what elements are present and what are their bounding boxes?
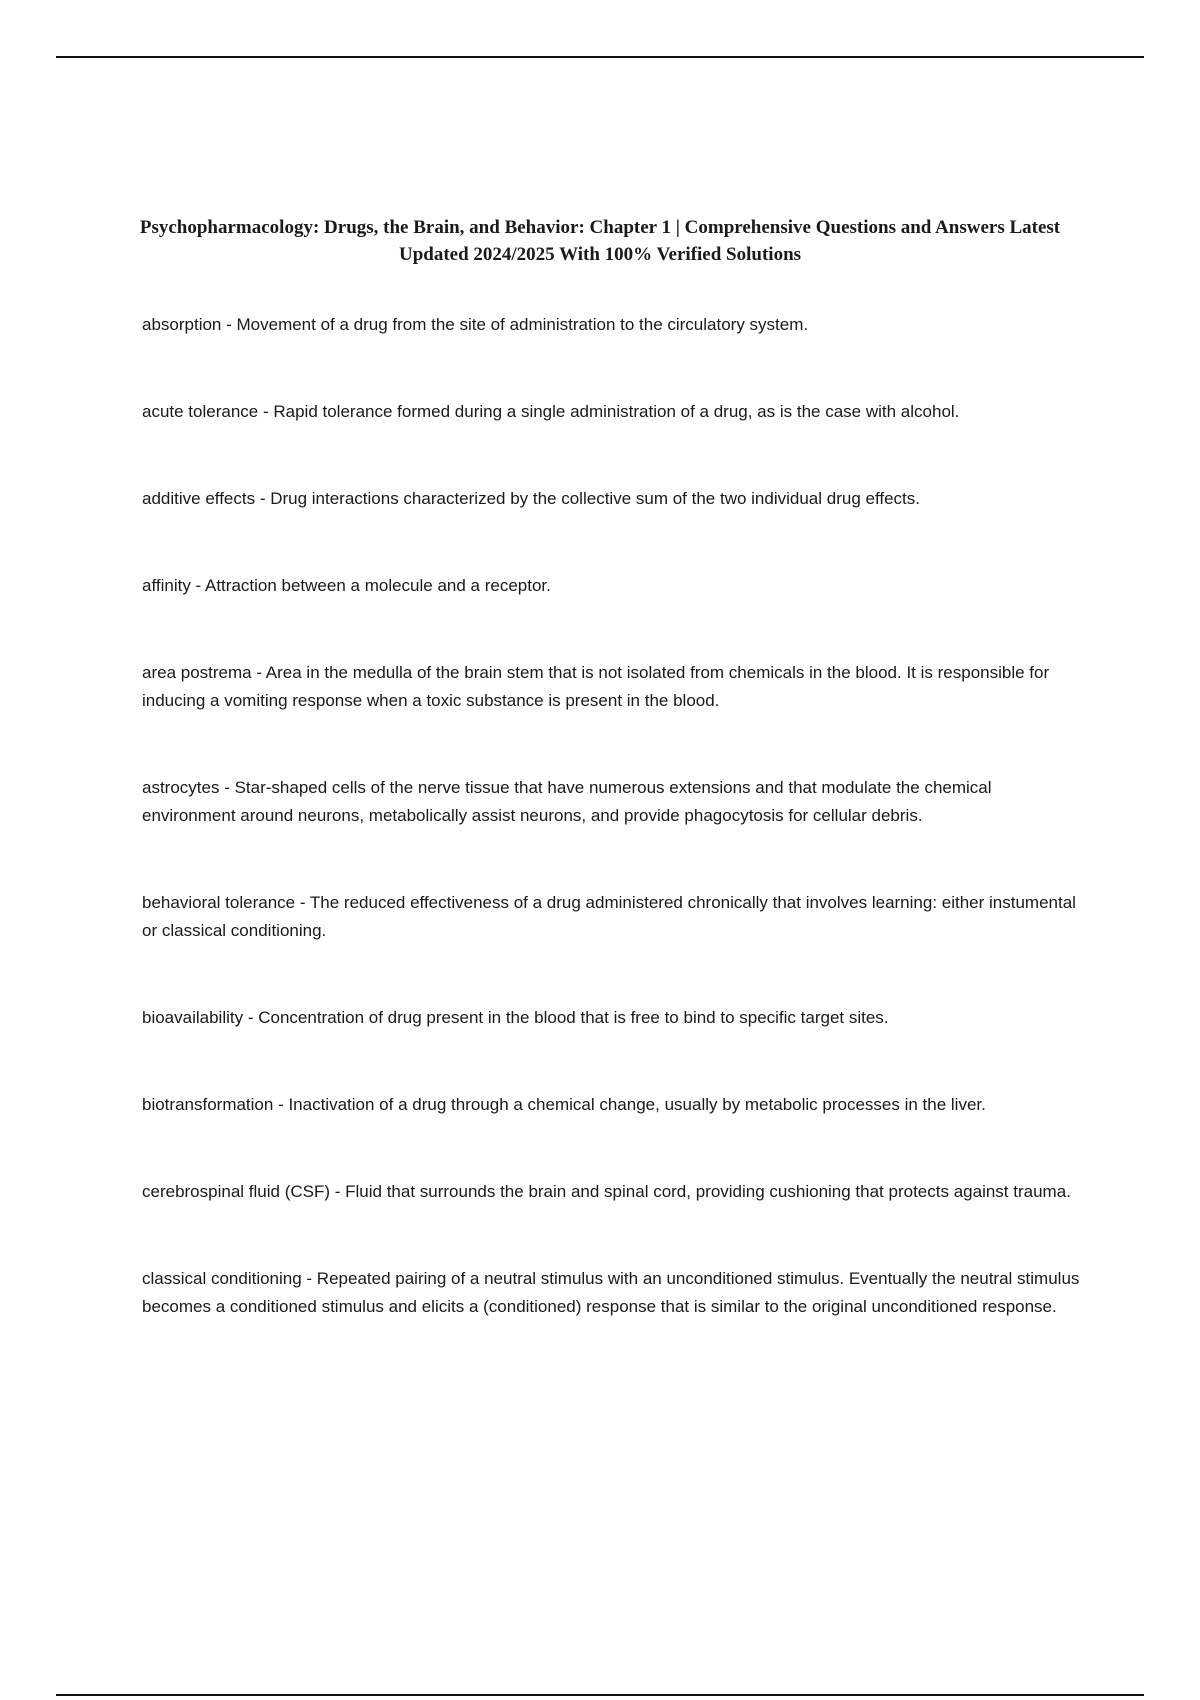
glossary-entry-affinity: affinity - Attraction between a molecule and a receptor.: [142, 576, 551, 595]
document-title: Psychopharmacology: Drugs, the Brain, and Behavior: Chapter 1 | Comprehensive Questions and Answers Latest Updated 2024/2025 With 100% Verified Solutions: [139, 217, 1061, 265]
glossary-entry-bioavailability: bioavailability - Concentration of drug present in the blood that is free to bind to specific target sites.: [142, 1008, 889, 1027]
glossary-entry-area-postrema: area postrema - Area in the medulla of the brain stem that is not isolated from chemicals in the blood. It is responsible for inducing a vomiting response when a toxic substance is present in the blood.: [142, 663, 1050, 710]
top-divider: [56, 56, 1144, 58]
glossary-entry-additive-effects: additive effects - Drug interactions characterized by the collective sum of the two individual drug effects.: [142, 489, 920, 508]
glossary-entry-acute-tolerance: acute tolerance - Rapid tolerance formed during a single administration of a drug, as is the case with alcohol.: [142, 402, 960, 421]
glossary-entry-cerebrospinal-fluid: cerebrospinal fluid (CSF) - Fluid that surrounds the brain and spinal cord, providing cushioning that protects against trauma.: [142, 1182, 1071, 1201]
glossary-entry-biotransformation: biotransformation - Inactivation of a drug through a chemical change, usually by metabolic processes in the liver.: [142, 1095, 986, 1114]
glossary-list: [142, 311, 1082, 1380]
bottom-divider: [56, 1694, 1144, 1696]
glossary-entry-absorption: absorption - Movement of a drug from the site of administration to the circulatory system.: [142, 315, 809, 334]
glossary-entry-classical-conditioning: classical conditioning - Repeated pairing of a neutral stimulus with an unconditioned stimulus. Eventually the neutral stimulus becomes a conditioned stimulus and elicits a (conditioned) response that is similar to the original unconditioned response.: [142, 1269, 1080, 1316]
glossary-entry-behavioral-tolerance: behavioral tolerance - The reduced effectiveness of a drug administered chronically that involves learning: either instumental or classical conditioning.: [142, 893, 1076, 940]
glossary-entry-astrocytes: astrocytes - Star-shaped cells of the nerve tissue that have numerous extensions and that modulate the chemical environment around neurons, metabolically assist neurons, and provide phagocytosis for cellular debris.: [142, 778, 992, 825]
